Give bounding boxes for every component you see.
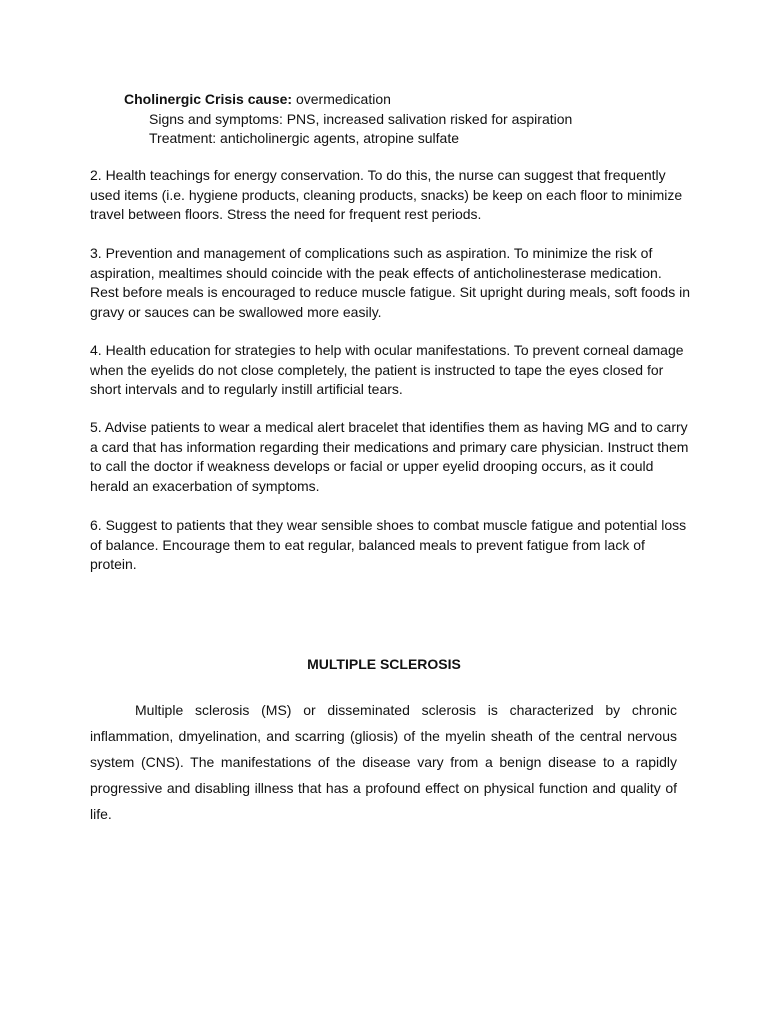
cholinergic-crisis-block xyxy=(124,90,684,149)
section-heading-multiple-sclerosis: MULTIPLE SCLEROSIS xyxy=(307,656,461,672)
crisis-treatment: Treatment: anticholinergic agents, atropine sulfate xyxy=(149,130,459,146)
crisis-cause: overmedication xyxy=(295,91,391,107)
paragraph-medical-alert-bracelet: 5. Advise patients to wear a medical alert bracelet that identifies them as having MG and to carry a card that has information regarding their medications and primary care physician. Instruct them to call the doctor if weakness develops or facial or upper eyelid drooping occurs, as it could herald an exacerbation of symptoms. xyxy=(90,419,689,494)
crisis-signs: Signs and symptoms: PNS, increased salivation risked for aspiration xyxy=(149,110,573,127)
crisis-label: Cholinergic Crisis cause: xyxy=(124,91,293,107)
paragraph-multiple-sclerosis: Multiple sclerosis (MS) or disseminated sclerosis is characterized by chronic inflammation, dmyelination, and scarring (gliosis) of the myelin sheath of the central nervous system (CNS). The manifestations of the disease vary from a benign disease to a rapidly progressive and disabling illness that has a profound effect on physical function and quality of life. xyxy=(90,702,677,822)
paragraph-ocular-manifestations: 4. Health education for strategies to help with ocular manifestations. To prevent corneal damage when the eyelids do not close completely, the patient is instructed to tape the eyes closed for short intervals and to regularly instill artificial tears. xyxy=(90,342,684,397)
paragraph-energy-conservation: 2. Health teachings for energy conservation. To do this, the nurse can suggest that frequently used items (i.e. hygiene products, cleaning products, snacks) be keep on each floor to minimize travel between floors. Stress the need for frequent rest periods. xyxy=(90,167,683,222)
crisis-cause-line xyxy=(124,90,684,110)
paragraph-aspiration-prevention: 3. Prevention and management of complications such as aspiration. To minimize the risk of aspiration, mealtimes should coincide with the peak effects of anticholinesterase medication. Rest before meals is encouraged to reduce muscle fatigue. Sit upright during meals, soft foods in gravy or sauces can be swallowed more easily. xyxy=(90,245,690,320)
paragraph-sensible-shoes: 6. Suggest to patients that they wear sensible shoes to combat muscle fatigue and potential loss of balance. Encourage them to eat regular, balanced meals to prevent fatigue from lack of protein. xyxy=(90,517,687,572)
